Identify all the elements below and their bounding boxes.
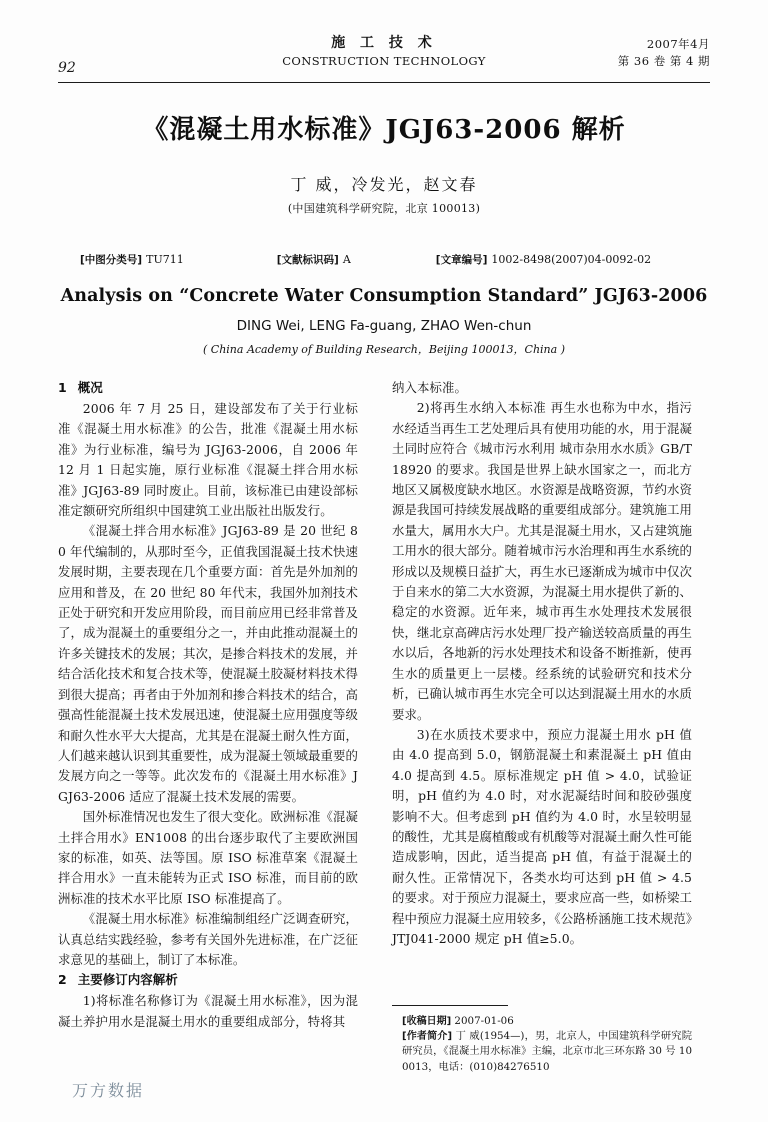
title-block: [58, 112, 710, 217]
article-id-value: 1002-8498(2007)04-0092-02: [491, 253, 652, 266]
section-heading-1: [58, 378, 358, 398]
clc-number-value: TU711: [146, 253, 184, 266]
journal-masthead: [58, 34, 710, 69]
footnote-author-bio: [392, 1029, 692, 1075]
paragraph: 1)将标准名称修订为《混凝土用水标准》，因为混凝土养护用水是混凝土用水的重要组成部分，特将其: [58, 993, 358, 1029]
classification-row: [80, 252, 700, 267]
wanfang-watermark: 万方数据: [72, 1081, 145, 1100]
received-date-value: 2007-01-06: [454, 1015, 514, 1027]
paragraph: 2)将再生水纳入本标准 再生水也称为中水，指污水经适当再生工艺处理后具有使用功能的水，用于混凝土同时应符合《城市污水利用 城市杂用水水质》GB/T18920 的要求。我国是世界上缺水国家之一，而北方地区又属极度缺水地区。水资源是战略资源，节约水资源是我国可持续发展战略的重要组成部分。建筑施工用水量大，属用水大户。尤其是混凝土用水，又占建筑施工用水的很大部分。随着城市污水治理和再生水系统的形成以及规模日益扩大，再生水已逐渐成为城市中仅次于自来水的第二大水资源，为混凝土用水提供了新的、稳定的水资源。近年来，城市再生水处理技术发展很快，继北京高碑店污水处理厂投产输送较高质量的再生水以后，各地新的污水处理技术和设备不断推新，使再生水的质量更上一层楼。经系统的试验研究和技术分析，已确认城市再生水完全可以达到混凝土用水的水质要求。: [392, 400, 692, 722]
body-columns: [58, 378, 710, 1078]
page-folio-number: 92: [58, 60, 76, 76]
right-column: [392, 378, 692, 949]
section-2-number: 2: [58, 972, 67, 988]
journal-title-english: CONSTRUCTION TECHNOLOGY: [282, 54, 486, 68]
page-title: 《混凝土用水标准》JGJ63-2006 解析: [142, 115, 626, 145]
article-id-label: [文章编号]: [435, 254, 488, 266]
clc-number-label: [中图分类号]: [80, 254, 143, 266]
paragraph: 纳入本标准。: [392, 380, 467, 395]
title-english: Analysis on “Concrete Water Consumption Standard” JGJ63-2006: [60, 286, 708, 306]
header-divider-rule: [58, 82, 710, 83]
issue-volume-number: 第 36 卷 第 4 期: [617, 54, 710, 68]
left-column: [58, 378, 358, 1032]
paragraph: 国外标准情况也发生了很大变化。欧洲标准《混凝土拌合用水》EN1008 的出台逐步取代了主要欧洲国家的标准，如英、法等国。原 ISO 标准草案《混凝土拌合用水》一直未能转为正式 ISO 标准，而目前的欧洲标准的技术水平比原 ISO 标准提高了。: [58, 809, 358, 906]
paragraph: 《混凝土用水标准》标准编制组经广泛调查研究，认真总结实践经验，参考有关国外先进标准，在广泛征求意见的基础上，制订了本标准。: [58, 911, 358, 967]
issue-date: 2007年4月: [646, 37, 710, 51]
affiliation-chinese: (中国建筑科学研究院，北京 100013): [287, 202, 481, 215]
document-code: [277, 252, 351, 267]
journal-title-chinese: 施 工 技 术: [331, 35, 437, 51]
footnote-received-date: [392, 1014, 692, 1029]
section-heading-2: [58, 970, 358, 990]
section-1-title: 概况: [77, 380, 103, 395]
issue-info: [618, 36, 710, 70]
received-date-label: [收稿日期]: [402, 1016, 452, 1027]
paragraph: 2006 年 7 月 25 日，建设部发布了关于行业标准《混凝土用水标准》的公告，批准《混凝土用水标准》为行业标准，编号为 JGJ63-2006，自 2006 年 12 月 1 日起实施，原行业标准《混凝土拌合用水标准》JGJ63-89 同时废止。目前，该标准已由建设部标准定额研究所组织中国建筑工业出版社出版发行。: [58, 401, 358, 519]
paragraph: 《混凝土拌合用水标准》JGJ63-89 是 20 世纪 80 年代编制的，从那时至今，正值我国混凝土技术快速发展时期，主要表现在几个重要方面：首先是外加剂的应用和普及，在 20 世纪 80 年代末，我国外加剂技术正处于研究和开发应用阶段，而目前应用已经非常普及了，成为混凝土的重要组分之一，并由此推动混凝土的许多关键技术的发展；其次，是掺合料技术的发展，并结合活化技术和复合技术等，使混凝土胶凝材料技术得到很大提高；再者由于外加剂和掺合料技术的结合，高强高性能混凝土技术发展迅速，使混凝土应用强度等级和耐久性水平大大提高，尤其是在混凝土耐久性方面，人们越来越认识到其重要性，成为混凝土领域最重要的发展方向之一等等。此次发布的《混凝土用水标准》JGJ63-2006 适应了混凝土技术发展的需要。: [58, 523, 358, 804]
document-code-label: [文献标识码]: [276, 254, 339, 266]
author-bio-value: 丁 威(1954—)，男，北京人，中国建筑科学研究院研究员，《混凝土用水标准》主编，北京市北三环东路 30 号 100013，电话：(010)84276510: [402, 1030, 692, 1073]
authors-english: DING Wei, LENG Fa-guang, ZHAO Wen-chun: [236, 318, 532, 334]
english-title-block: [58, 284, 710, 358]
document-code-value: A: [342, 253, 351, 266]
authors-chinese: 丁 威，冷发光，赵文春: [290, 175, 478, 194]
footnote-divider-rule: [392, 1005, 508, 1006]
section-2-title: 主要修订内容解析: [77, 972, 178, 988]
article-id: [436, 252, 651, 267]
affiliation-english: ( China Academy of Building Research，Beijing 100013，China ): [203, 343, 565, 356]
paragraph: 3)在水质技术要求中，预应力混凝土用水 pH 值由 4.0 提高到 5.0，钢筋混凝土和素混凝土 pH 值由 4.0 提高到 4.5。原标准规定 pH 值 > 4.0，试验证明，pH 值约为 4.0 时，对水泥凝结时间和胶砂强度影响不大。但考虑到 pH 值约为 4.0 时，水呈较明显的酸性，尤其是腐植酸或有机酸等对混凝土耐久性可能造成影响，因此，适当提高 pH 值，有益于混凝土的耐久性。正常情况下，各类水均可达到 pH 值 > 4.5 的要求。对于预应力混凝土，要求应高一些，如桥梁工程中预应力混凝土应用较多，《公路桥涵施工技术规范》JTJ041-2000 规定 pH 值≥5.0。: [392, 726, 692, 946]
clc-number: [80, 252, 184, 267]
footnote-block: [392, 1005, 692, 1075]
author-bio-label: [作者简介]: [402, 1031, 453, 1043]
running-head: [58, 34, 710, 82]
section-1-number: 1: [58, 380, 67, 395]
